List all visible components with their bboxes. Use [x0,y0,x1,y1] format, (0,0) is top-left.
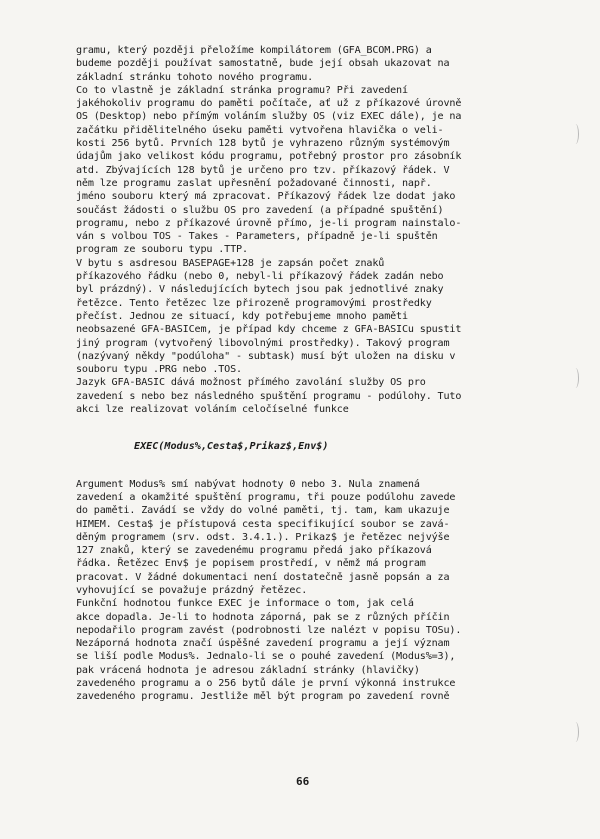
text-line: zavedeného programu a o 256 bytů dále je první výkonná instrukce [76,678,456,690]
text-line: Funkční hodnotou funkce EXEC je informace o tom, jak celá [76,598,414,610]
text-line: Co to vlastně je základní stránka programu? Při zavedení [76,84,408,96]
text-line: Argument Modus% smí nabývat hodnoty 0 nebo 3. Nula znamená [76,478,420,490]
text-line: pak vrácená hodnota je adresou základní stránky (hlavičky) [76,664,420,676]
text-line: jiný program (vytvořený libovolnými prostředky). Takový program [76,337,450,349]
body-text [76,44,538,704]
paragraph-4 [76,376,538,416]
text-line: budeme později používat samostatně, bude její obsah ukazovat na [76,58,450,70]
text-line: jakéhokoliv programu do paměti počítače, ať už z příkazové úrovně [76,98,462,110]
text-line: Jazyk GFA-BASIC dává možnost přímého zavolání služby OS pro [76,377,426,389]
paragraph-3 [76,257,538,377]
text-line: kosti 256 bytů. Prvních 128 bytů je vyhrazeno různým systémovým [76,138,450,150]
text-line: souboru typu .PRG nebo .TOS. [76,364,242,376]
paragraph-2 [76,84,538,257]
text-line: součást žádosti o službu OS pro zavedení (a případné spuštění) [76,204,444,216]
text-line: akci lze realizovat voláním celočíselné funkce [76,404,349,416]
text-line: akce dopadla. Je-li to hodnota záporná, pak se z různých příčin [76,611,450,623]
text-line: jméno souboru který má zpracovat. Příkazový řádek lze dodat jako [76,191,456,203]
text-line: OS (Desktop) nebo přímým voláním služby OS (viz EXEC dále), je na [76,111,462,123]
text-line: neobsazené GFA-BASICem, je případ kdy chceme z GFA-BASICu spustit [76,324,462,336]
text-line: ván s volbou TOS - Takes - Parameters, případně je-li spuštěn [76,231,438,243]
text-line: něm lze programu zaslat upřesnění požadované činnosti, např. [76,177,432,189]
text-line: programu, nebo z příkazové úrovně přímo, je-li program nainstalo- [76,217,462,229]
text-line: děným programem (srv. odst. 3.4.1.). Prikaz$ je řetězec nejvýše [76,531,450,543]
text-line: V bytu s asdresou BASEPAGE+128 je zapsán počet znaků [76,257,385,269]
paragraph-6 [76,597,538,703]
text-line: příkazového řádku (nebo 0, nebyl-li příkazový řádek zadán nebo [76,271,444,283]
text-line: zavedeného programu. Jestliže měl být program po zavedení rovně [76,691,450,703]
paragraph-5 [76,478,538,598]
text-line: atd. Zbývajících 128 bytů je určeno pro tzv. příkazový řádek. V [76,164,450,176]
text-line: Nezáporná hodnota značí úspěšné zavedení programu a její význam [76,638,450,650]
text-line: pracovat. V žádné dokumentaci není dostatečně jasně popsán a za [76,571,450,583]
text-line: řetězce. Tento řetězec lze přirozeně programovými prostředky [76,297,432,309]
text-line: zavedení a okamžité spuštění programu, tři pouze podúlohu zavede [76,491,456,503]
paragraph-1 [76,44,538,84]
text-line: byl prázdný). V následujících bytech jsou pak jednotlivé znaky [76,284,444,296]
punch-hole-mark [572,368,579,388]
spacer [76,454,538,478]
text-line: údajům jako velikost kódu programu, potřebný prostor pro zásobník [76,151,462,163]
text-line: začátku přidělitelného úseku paměti vytvořena hlavička o veli- [76,124,444,136]
exec-formula: EXEC(Modus%,Cesta$,Prikaz$,Env$) [134,441,329,453]
text-line: 127 znaků, který se zavedenému programu předá jako příkazová [76,545,432,557]
punch-hole-mark [572,722,579,742]
text-line: se liší podle Modus%. Jednalo-li se o pouhé zavedení (Modus%=3), [76,651,456,663]
text-line: vyhovující se považuje prázdný řetězec. [76,584,308,596]
text-line: gramu, který později přeložíme kompilátorem (GFA_BCOM.PRG) a [76,45,432,56]
text-line: řádka. Řetězec Env$ je popisem prostředí, v němž má program [76,558,426,570]
text-line: (nazývaný někdy "podúloha" - subtask) musí být uložen na disku v [76,350,456,362]
text-line: do paměti. Zavádí se vždy do volné paměti, tj. tam, kam ukazuje [76,505,450,517]
text-line: program ze souboru typu .TTP. [76,244,248,256]
page-number: 66 [296,775,310,788]
text-line: přečíst. Jednou ze situací, kdy potřebujeme mnoho paměti [76,310,408,322]
text-line: základní stránku tohoto nového programu. [76,71,314,83]
spacer [76,416,538,440]
text-line: nepodařilo program zavést (podrobnosti lze nalézt v popisu TOSu). [76,624,462,636]
text-line: HIMEM. Cesta$ je přístupová cesta specifikující soubor se zavá- [76,518,450,530]
punch-hole-mark [572,124,579,144]
text-line: zavedení s nebo bez následného spuštění programu - podúlohy. Tuto [76,390,462,402]
